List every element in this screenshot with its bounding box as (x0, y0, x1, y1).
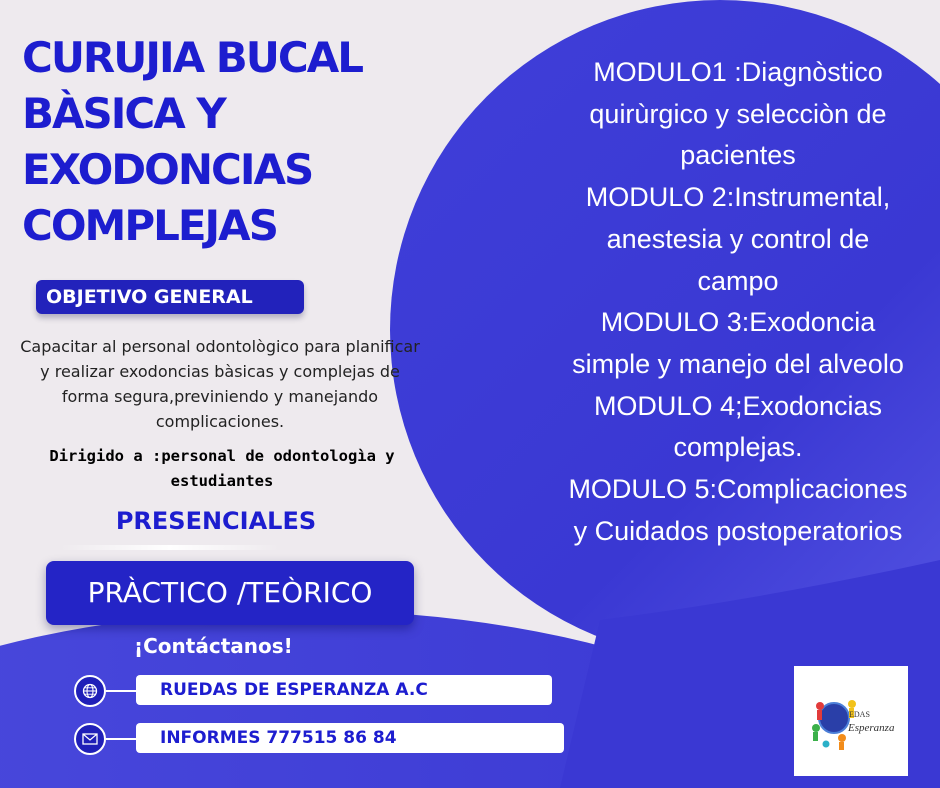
module-line: MODULO 2:Instrumental, (585, 182, 891, 213)
module-line: MODULO 3:Exodoncia (600, 307, 876, 338)
module-line: MODULO1 :Diagnòstico (593, 57, 883, 87)
globe-icon (74, 675, 106, 707)
logo-text-bottom: Esperanza (848, 722, 895, 734)
title-line: EXODONCIAS (22, 145, 313, 194)
module-line: y Cuidados postoperatorios (573, 515, 903, 546)
contact-heading: ¡Contáctanos! (134, 634, 293, 658)
module-line: MODULO 5:Complicaciones (568, 474, 908, 505)
organization-logo (794, 666, 908, 776)
website-label[interactable]: RUEDAS DE ESPERANZA A.C (136, 675, 552, 705)
practice-theory-button[interactable]: PRÀCTICO /TEÒRICO (46, 561, 414, 625)
logo-text-top: EDAS (849, 710, 870, 719)
module-line: MODULO 4;Exodoncias (593, 390, 883, 421)
module-line: simple y manejo del alveolo (572, 348, 904, 379)
connector-line (106, 738, 136, 740)
objective-badge: OBJETIVO GENERAL (36, 280, 304, 314)
target-audience: Dirigido a :personal de odontologìa y estudiantes (49, 447, 395, 490)
logo-globe-icon (794, 666, 908, 776)
module-line: pacientes (680, 140, 796, 171)
connector-line (106, 690, 136, 692)
module-line: complejas. (673, 432, 803, 463)
title-line: COMPLEJAS (22, 201, 277, 250)
course-title (22, 30, 442, 254)
modules-list (528, 52, 940, 552)
objective-description: Capacitar al personal odontològico para planificar y realizar exodoncias bàsicas y complejas de forma segura,previniendo y manejando complicaciones. (20, 337, 420, 431)
module-line: campo (697, 265, 779, 296)
modality-underline (60, 545, 280, 550)
module-line: anestesia y control de (606, 223, 870, 254)
title-line: BÀSICA Y (22, 89, 225, 138)
modality-label: PRESENCIALES (115, 507, 317, 535)
mail-icon (74, 723, 106, 755)
phone-label[interactable]: INFORMES 777515 86 84 (136, 723, 564, 753)
title-line: CURUJIA BUCAL (22, 33, 362, 82)
module-line: quirùrgico y selecciòn de (589, 98, 887, 129)
